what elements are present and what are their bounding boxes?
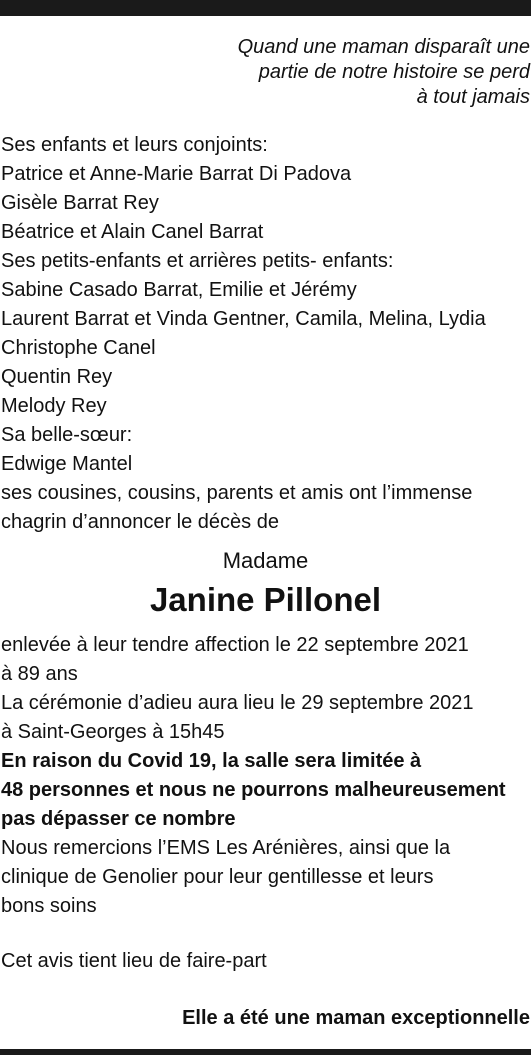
thanks-line: Nous remercions l’EMS Les Arénières, ainsi que la xyxy=(1,837,451,859)
detail-line: La cérémonie d’adieu aura lieu le 29 septembre 2021 xyxy=(1,692,474,714)
family-line: Sabine Casado Barrat, Emilie et Jérémy xyxy=(1,279,357,301)
deceased-name: Janine Pillonel xyxy=(149,581,382,618)
covid-notice-line: En raison du Covid 19, la salle sera limitée à xyxy=(1,750,422,772)
family-list xyxy=(1,131,529,537)
quote-line: à tout jamais xyxy=(416,86,530,108)
family-line: Ses petits-enfants et arrières petits- enfants: xyxy=(1,250,394,272)
family-line: Quentin Rey xyxy=(1,366,113,388)
quote-line: partie de notre histoire se perd xyxy=(258,61,530,83)
family-line: Patrice et Anne-Marie Barrat Di Padova xyxy=(1,163,352,185)
epigraph-quote xyxy=(110,35,530,110)
thanks-line: clinique de Genolier pour leur gentillesse et leurs xyxy=(1,866,434,888)
family-line: Ses enfants et leurs conjoints: xyxy=(1,134,268,156)
bottom-border xyxy=(0,1049,531,1055)
family-line: ses cousines, cousins, parents et amis ont l’immense xyxy=(1,482,473,504)
covid-notice-line: pas dépasser ce nombre xyxy=(1,808,236,830)
faire-part-note: Cet avis tient lieu de faire-part xyxy=(1,950,267,972)
covid-notice-line: 48 personnes et nous ne pourrons malheureusement xyxy=(1,779,506,801)
family-line: Sa belle-sœur: xyxy=(1,424,133,446)
quote-line: Quand une maman disparaît une xyxy=(237,36,530,58)
top-border xyxy=(0,0,531,16)
family-line: Edwige Mantel xyxy=(1,453,133,475)
detail-line: à Saint-Georges à 15h45 xyxy=(1,721,225,743)
family-line: Christophe Canel xyxy=(1,337,156,359)
announcement-details xyxy=(1,631,529,921)
closing-line: Elle a été une maman exceptionnelle xyxy=(182,1007,530,1029)
detail-line: à 89 ans xyxy=(1,663,78,685)
thanks-line: bons soins xyxy=(1,895,97,917)
family-line: Laurent Barrat et Vinda Gentner, Camila, Melina, Lydia xyxy=(1,308,486,330)
detail-line: enlevée à leur tendre affection le 22 septembre 2021 xyxy=(1,634,469,656)
family-line: Béatrice et Alain Canel Barrat xyxy=(1,221,264,243)
family-line: Melody Rey xyxy=(1,395,107,417)
family-line: Gisèle Barrat Rey xyxy=(1,192,159,214)
family-line: chagrin d’annoncer le décès de xyxy=(1,511,279,533)
deceased-title: Madame xyxy=(222,548,309,573)
